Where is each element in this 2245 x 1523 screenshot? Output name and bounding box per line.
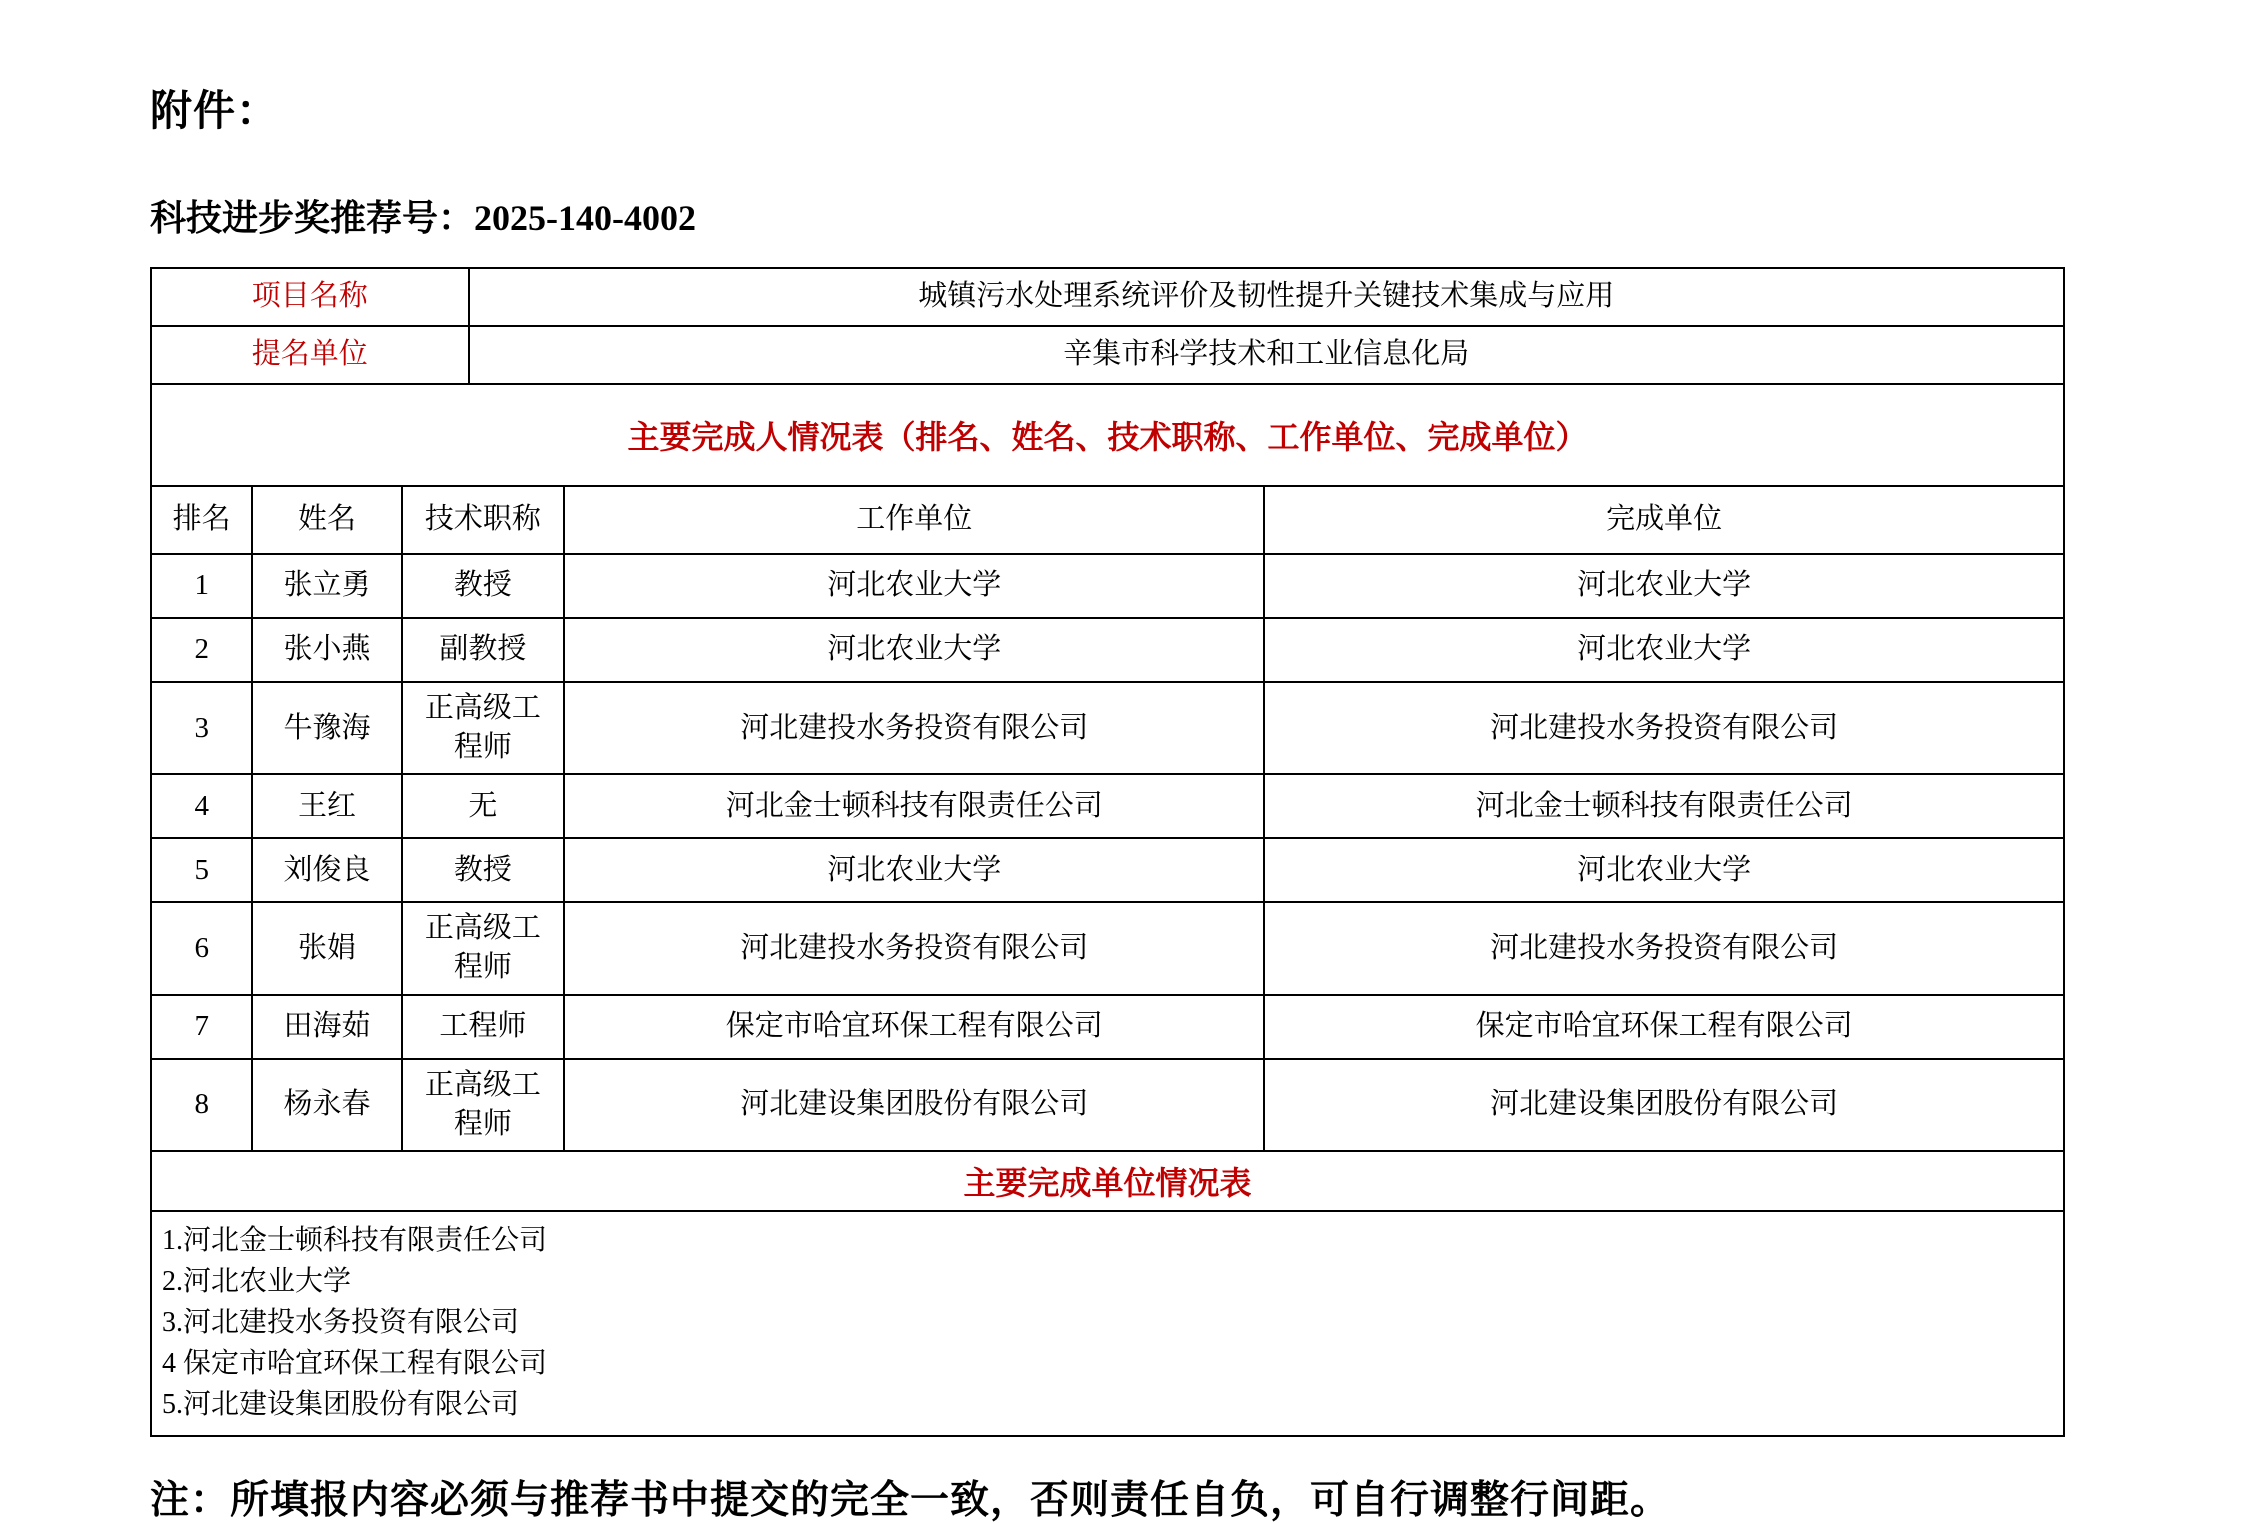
cell-rank: 5 bbox=[151, 838, 252, 902]
cell-name: 牛豫海 bbox=[252, 682, 401, 774]
header-title: 技术职称 bbox=[402, 486, 565, 554]
cell-title: 教授 bbox=[402, 838, 565, 902]
cell-title: 正高级工程师 bbox=[402, 902, 565, 994]
cell-completion-unit: 河北建投水务投资有限公司 bbox=[1264, 682, 2064, 774]
cell-completion-unit: 河北建投水务投资有限公司 bbox=[1264, 902, 2064, 994]
header-completion-unit: 完成单位 bbox=[1264, 486, 2064, 554]
attachment-label: 附件： bbox=[150, 89, 280, 135]
cell-work-unit: 河北农业大学 bbox=[564, 838, 1264, 902]
project-info-table bbox=[150, 267, 2065, 385]
table-header-row bbox=[151, 486, 2064, 554]
list-item: 4 保定市哈宜环保工程有限公司 bbox=[162, 1347, 548, 1379]
units-table-title: 主要完成单位情况表 bbox=[150, 1150, 2065, 1212]
cell-completion-unit: 河北金士顿科技有限责任公司 bbox=[1264, 774, 2064, 838]
cell-title: 正高级工程师 bbox=[402, 682, 565, 774]
list-item: 2.河北农业大学 bbox=[162, 1265, 352, 1297]
recommendation-label: 科技进步奖推荐号： bbox=[150, 198, 475, 238]
table-row bbox=[151, 838, 2064, 902]
units-list bbox=[150, 1210, 2065, 1437]
project-name-label: 项目名称 bbox=[151, 268, 469, 326]
cell-name: 张娟 bbox=[252, 902, 401, 994]
header-rank: 排名 bbox=[151, 486, 252, 554]
table-row bbox=[151, 326, 2064, 384]
cell-name: 王红 bbox=[252, 774, 401, 838]
cell-completion-unit: 河北农业大学 bbox=[1264, 838, 2064, 902]
cell-title: 教授 bbox=[402, 554, 565, 618]
cell-completion-unit: 河北农业大学 bbox=[1264, 618, 2064, 682]
table-row bbox=[151, 774, 2064, 838]
footer-note: 注：所填报内容必须与推荐书中提交的完全一致，否则责任自负，可自行调整行间距。 bbox=[150, 1478, 1671, 1522]
table-row bbox=[151, 1059, 2064, 1151]
recommendation-line bbox=[150, 190, 2070, 241]
cell-work-unit: 保定市哈宜环保工程有限公司 bbox=[564, 995, 1264, 1059]
cell-work-unit: 河北建投水务投资有限公司 bbox=[564, 682, 1264, 774]
cell-title: 正高级工程师 bbox=[402, 1059, 565, 1151]
list-item: 5.河北建设集团股份有限公司 bbox=[162, 1388, 520, 1420]
completers-table-title: 主要完成人情况表（排名、姓名、技术职称、工作单位、完成单位） bbox=[150, 383, 2065, 487]
cell-completion-unit: 保定市哈宜环保工程有限公司 bbox=[1264, 995, 2064, 1059]
cell-name: 张立勇 bbox=[252, 554, 401, 618]
cell-rank: 3 bbox=[151, 682, 252, 774]
project-name-value: 城镇污水处理系统评价及韧性提升关键技术集成与应用 bbox=[469, 268, 2064, 326]
table-row bbox=[151, 995, 2064, 1059]
cell-name: 刘俊良 bbox=[252, 838, 401, 902]
recommendation-number: 2025-140-4002 bbox=[474, 198, 696, 238]
table-row bbox=[151, 268, 2064, 326]
cell-title: 工程师 bbox=[402, 995, 565, 1059]
cell-name: 张小燕 bbox=[252, 618, 401, 682]
table-row bbox=[151, 618, 2064, 682]
cell-title: 副教授 bbox=[402, 618, 565, 682]
cell-completion-unit: 河北农业大学 bbox=[1264, 554, 2064, 618]
cell-rank: 4 bbox=[151, 774, 252, 838]
cell-rank: 2 bbox=[151, 618, 252, 682]
cell-work-unit: 河北农业大学 bbox=[564, 554, 1264, 618]
cell-name: 田海茹 bbox=[252, 995, 401, 1059]
list-item: 1.河北金士顿科技有限责任公司 bbox=[162, 1224, 548, 1256]
nominating-unit-value: 辛集市科学技术和工业信息化局 bbox=[469, 326, 2064, 384]
cell-rank: 6 bbox=[151, 902, 252, 994]
table-row bbox=[151, 902, 2064, 994]
cell-completion-unit: 河北建设集团股份有限公司 bbox=[1264, 1059, 2064, 1151]
nominating-unit-label: 提名单位 bbox=[151, 326, 469, 384]
cell-work-unit: 河北建设集团股份有限公司 bbox=[564, 1059, 1264, 1151]
cell-rank: 7 bbox=[151, 995, 252, 1059]
cell-rank: 8 bbox=[151, 1059, 252, 1151]
cell-work-unit: 河北农业大学 bbox=[564, 618, 1264, 682]
completers-table bbox=[150, 485, 2065, 1152]
cell-rank: 1 bbox=[151, 554, 252, 618]
cell-work-unit: 河北建投水务投资有限公司 bbox=[564, 902, 1264, 994]
header-work-unit: 工作单位 bbox=[564, 486, 1264, 554]
table-row bbox=[151, 554, 2064, 618]
list-item: 3.河北建投水务投资有限公司 bbox=[162, 1306, 520, 1338]
cell-name: 杨永春 bbox=[252, 1059, 401, 1151]
header-name: 姓名 bbox=[252, 486, 401, 554]
cell-work-unit: 河北金士顿科技有限责任公司 bbox=[564, 774, 1264, 838]
award-table bbox=[150, 267, 2065, 1437]
table-row bbox=[151, 682, 2064, 774]
cell-title: 无 bbox=[402, 774, 565, 838]
